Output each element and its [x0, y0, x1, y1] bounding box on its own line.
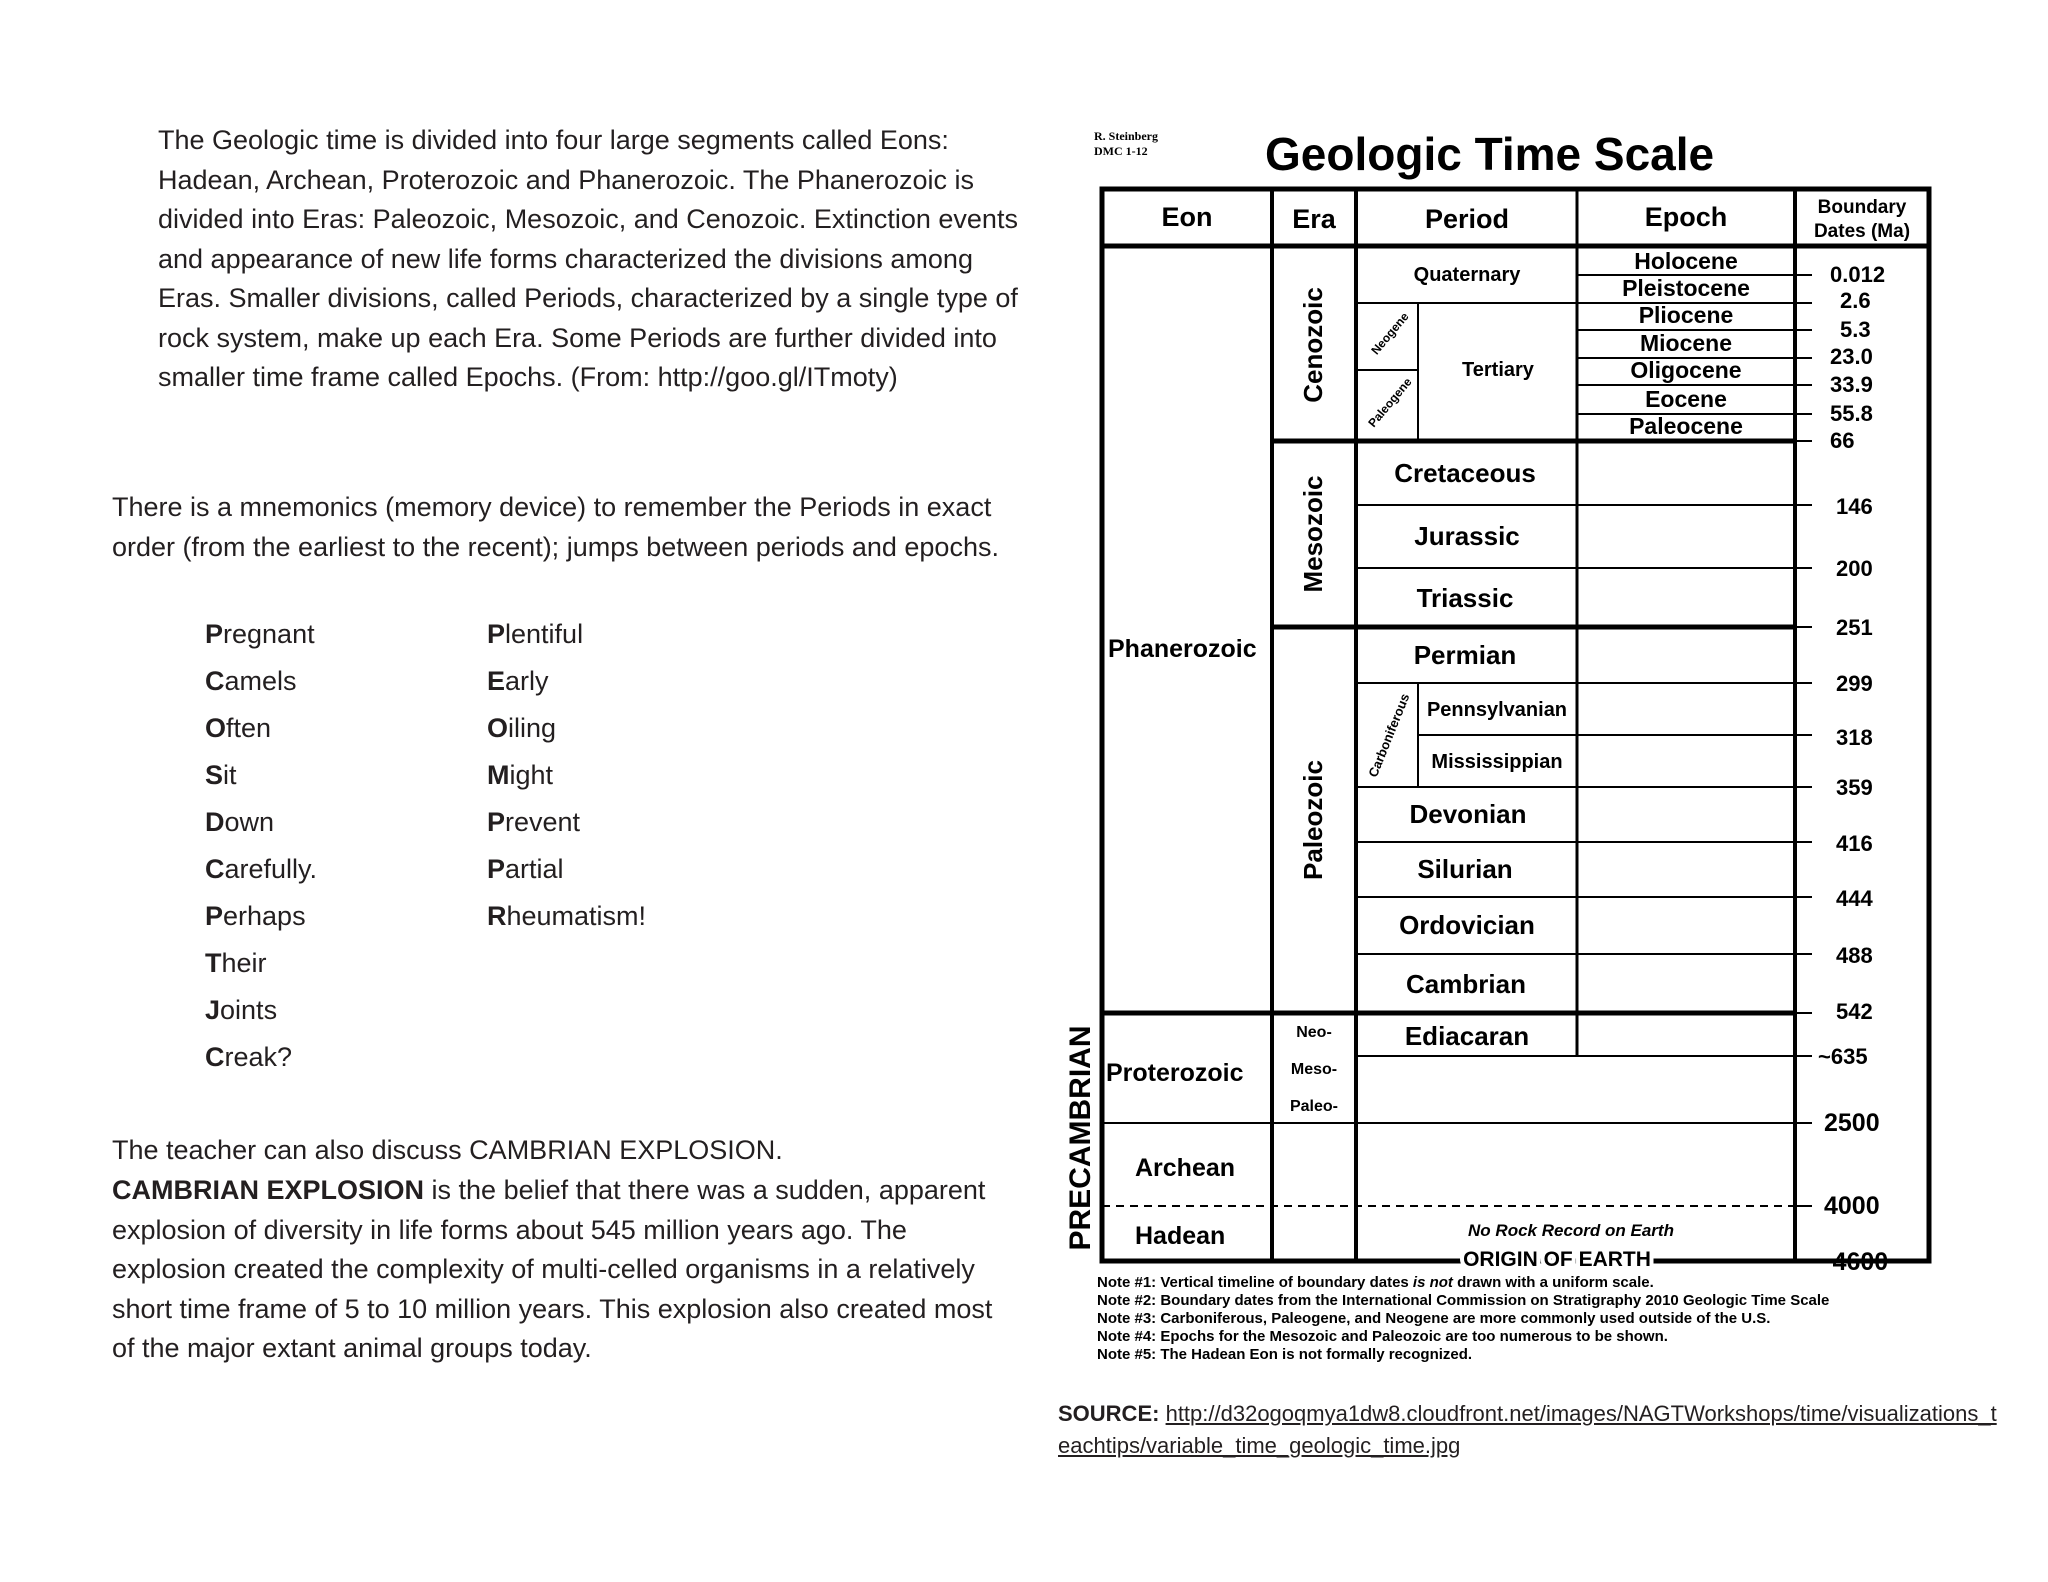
date-label: 318 [1836, 725, 1873, 750]
period-ordovician: Ordovician [1399, 910, 1535, 940]
epoch-pliocene: Pliocene [1638, 302, 1734, 328]
mnemonic-word: Might [487, 760, 554, 790]
intro-paragraph: The Geologic time is divided into four large segments called Eons: Hadean, Archean, Proterozoic and Phanerozoic. The Phanerozoic is divided into Eras: Paleozoic, Mesozoic, and Cenozoic. Extinction events and appearance of new life forms characterized the divisions among Eras. Smaller divisions, called Periods, characterized by a single type of rock system, make up each Era. Some Periods are further divided into smaller time frame called Epochs. (From: http://goo.gl/ITmoty) [158, 125, 1018, 392]
source-label: SOURCE: [1058, 1401, 1160, 1426]
date-label: 23.0 [1830, 344, 1873, 369]
eon-proterozoic: Proterozoic [1106, 1059, 1244, 1087]
date-label: 0.012 [1830, 262, 1886, 287]
precambrian-label: PRECAMBRIAN [1064, 1025, 1097, 1251]
date-label: 4000 [1824, 1192, 1880, 1220]
credit-line-1: R. Steinberg [1094, 129, 1158, 143]
mnemonic-intro-paragraph: There is a mnemonics (memory device) to remember the Periods in exact order (from the earliest to the recent); jumps between periods and epochs. [112, 492, 999, 562]
period-cambrian: Cambrian [1406, 969, 1526, 999]
subperiod-neogene: Neogene [1368, 309, 1412, 358]
mnemonic-word: Perhaps [205, 901, 306, 931]
mnemonic-word: Partial [487, 854, 564, 884]
era-paleo: Paleo- [1289, 1098, 1339, 1115]
date-label: 146 [1836, 494, 1873, 519]
mnemonic-word: Down [205, 807, 275, 837]
era-cenozoic: Cenozoic [1298, 287, 1328, 403]
date-label: ~635 [1818, 1044, 1868, 1069]
eon-phanerozoic: Phanerozoic [1108, 635, 1257, 663]
mnemonic-word: Their [205, 948, 267, 978]
date-label: 2500 [1824, 1109, 1880, 1137]
mnemonic-word: Carefully. [205, 854, 318, 884]
mnemonic-word: Creak? [205, 1042, 293, 1072]
period-mississippian: Mississippian [1431, 751, 1563, 773]
chart-title: Geologic Time Scale [1265, 128, 1715, 180]
mnemonic-word: Sit [205, 760, 237, 790]
mnemonic-word: Early [487, 666, 549, 696]
source-link[interactable]: http://d32ogoqmya1dw8.cloudfront.net/images/NAGTWorkshops/time/visualizations_teachtips/variable_time_geologic_time.jpg [1058, 1401, 1997, 1458]
note-5: Note #5: The Hadean Eon is not formally recognized. [1097, 1346, 1473, 1363]
subperiod-paleogene: Paleogene [1365, 374, 1415, 430]
note-3: Note #3: Carboniferous, Paleogene, and Neogene are more commonly used outside of the U.S. [1097, 1310, 1771, 1327]
eon-hadean: Hadean [1135, 1222, 1226, 1250]
mnemonic-word: Rheumatism! [487, 901, 647, 931]
header-period: Period [1424, 204, 1510, 234]
date-label: 55.8 [1830, 401, 1873, 426]
origin-of-earth-label: ORIGIN OF EARTH [1463, 1248, 1651, 1271]
header-dates-line-2: Dates (Ma) [1813, 221, 1911, 242]
cambrian-text: is the belief that there was a sudden, apparent explosion of diversity in life forms about 545 million years ago. The explosion created the complexity of multi-celled organisms in a relatively short time frame of 5 to 10 million years. This explosion also created most of the major extant animal groups today. [112, 1175, 993, 1363]
epoch-paleocene: Paleocene [1629, 413, 1743, 439]
period-silurian: Silurian [1417, 854, 1513, 884]
period-cretaceous: Cretaceous [1394, 458, 1536, 488]
cambrian-term: CAMBRIAN EXPLOSION [112, 1175, 425, 1205]
mnemonic-word: Often [205, 713, 272, 743]
source-citation [1058, 1398, 1998, 1462]
period-quaternary: Quaternary [1413, 264, 1521, 286]
epoch-holocene: Holocene [1634, 248, 1738, 274]
mnemonic-word: Plentiful [487, 619, 584, 649]
header-era: Era [1292, 204, 1336, 234]
header-eon: Eon [1161, 202, 1213, 232]
period-tertiary: Tertiary [1462, 359, 1534, 381]
date-label: 416 [1836, 831, 1873, 856]
period-jurassic: Jurassic [1414, 521, 1520, 551]
mnemonic-word: Camels [205, 666, 297, 696]
teacher-note: The teacher can also discuss CAMBRIAN EXPLOSION. [112, 1135, 783, 1165]
date-label: 359 [1836, 775, 1873, 800]
header-epoch: Epoch [1644, 202, 1728, 232]
date-label: 5.3 [1840, 317, 1871, 342]
era-neo: Neo- [1296, 1024, 1332, 1041]
eon-archean: Archean [1135, 1154, 1236, 1182]
note-4: Note #4: Epochs for the Mesozoic and Paleozoic are too numerous to be shown. [1097, 1328, 1668, 1345]
note-2: Note #2: Boundary dates from the International Commission on Stratigraphy 2010 Geologic Time Scale [1097, 1292, 1830, 1309]
era-mesozoic: Mesozoic [1298, 475, 1328, 593]
mnemonic-word: Prevent [487, 807, 581, 837]
period-ediacaran: Ediacaran [1404, 1021, 1530, 1051]
period-permian: Permian [1413, 640, 1517, 670]
mnemonic-word: Oiling [487, 713, 557, 743]
credit-line-2: DMC 1-12 [1094, 144, 1148, 158]
epoch-oligocene: Oligocene [1630, 357, 1742, 383]
date-label: 488 [1836, 943, 1873, 968]
date-label: 251 [1836, 615, 1873, 640]
date-label: ~4600 [1818, 1248, 1889, 1276]
epoch-eocene: Eocene [1645, 386, 1727, 412]
mnemonic-word: Pregnant [205, 619, 315, 649]
date-label: 542 [1836, 999, 1873, 1024]
header-dates-line-1: Boundary [1817, 197, 1907, 218]
era-paleozoic: Paleozoic [1298, 760, 1328, 880]
epoch-miocene: Miocene [1639, 330, 1733, 356]
date-label: 444 [1836, 886, 1873, 911]
date-label: 33.9 [1830, 372, 1873, 397]
date-label: 299 [1836, 671, 1873, 696]
date-label: 2.6 [1840, 288, 1871, 313]
era-meso: Meso- [1290, 1061, 1338, 1078]
period-devonian: Devonian [1409, 799, 1527, 829]
period-triassic: Triassic [1416, 583, 1514, 613]
note-1: Note #1: Vertical timeline of boundary dates is not drawn with a uniform scale. [1097, 1274, 1654, 1291]
subperiod-carboniferous: Carboniferous [1365, 691, 1413, 780]
date-label: 66 [1830, 428, 1855, 453]
epoch-pleistocene: Pleistocene [1622, 275, 1750, 301]
date-label: 200 [1836, 556, 1873, 581]
period-pennsylvanian: Pennsylvanian [1426, 699, 1568, 721]
no-rock-record-label: No Rock Record on Earth [1468, 1221, 1674, 1240]
mnemonic-word: Joints [205, 995, 278, 1025]
